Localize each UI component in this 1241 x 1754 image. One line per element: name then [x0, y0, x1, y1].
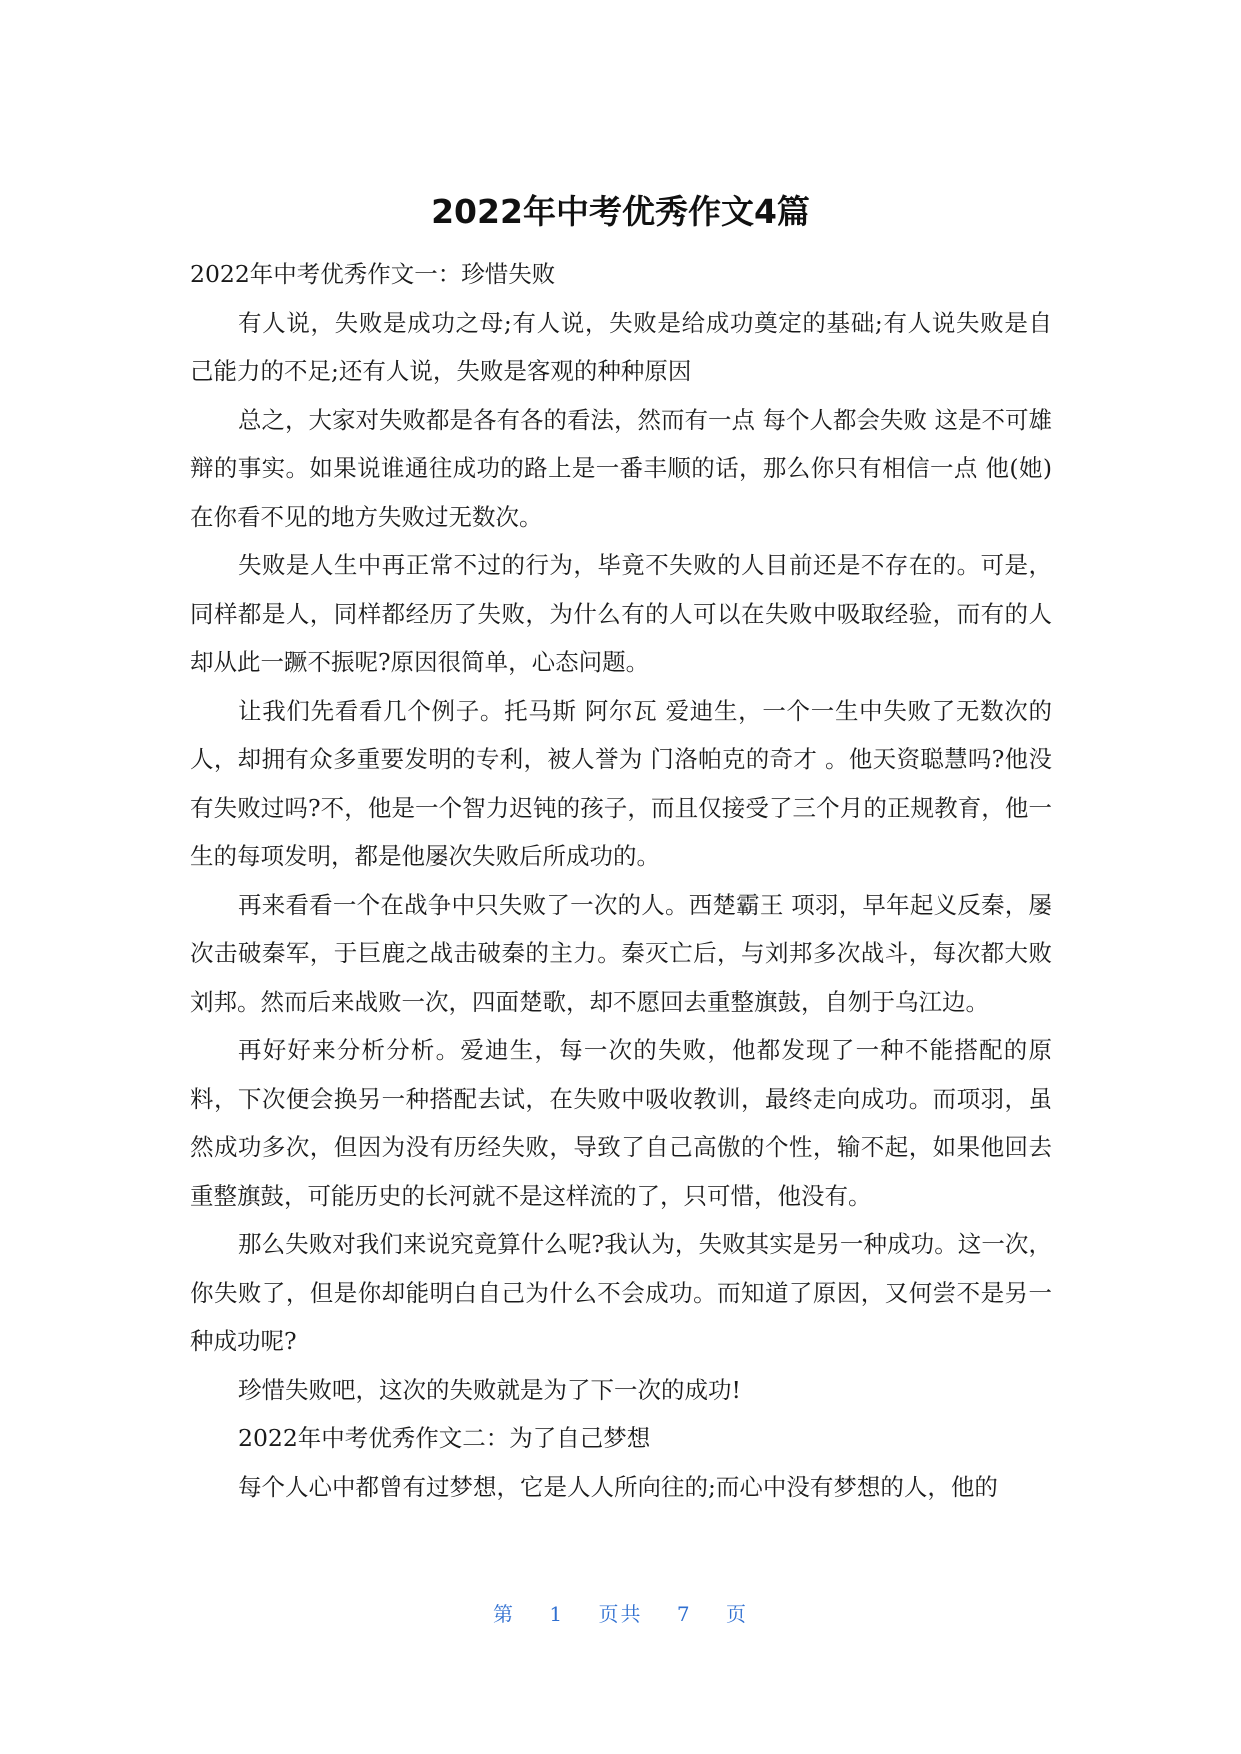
section-heading-1: 2022年中考优秀作文一：珍惜失败 [190, 260, 556, 288]
paragraph: 珍惜失败吧，这次的失败就是为了下一次的成功! [238, 1375, 741, 1404]
page-suffix: 页 [725, 1602, 748, 1626]
paragraph: 失败是人生中再正常不过的行为，毕竟不失败的人目前还是不存在的。可是，同样都是人，同样都经历了失败，为什么有的人可以在失败中吸取经验，而有的人却从此一蹶不振呢?原因很简单，心态问题。 [190, 551, 1052, 676]
section-heading-2: 2022年中考优秀作文二：为了自己梦想 [238, 1424, 651, 1452]
page-footer [0, 1598, 1241, 1627]
total-prefix: 页共 [598, 1602, 643, 1626]
page-word: 第 [493, 1602, 516, 1626]
document-title: 2022年中考优秀作文4篇 [431, 192, 810, 231]
paragraph: 总之，大家对失败都是各有各的看法，然而有一点 每个人都会失败 这是不可雄辩的事实。如果说谁通往成功的路上是一番丰顺的话，那么你只有相信一点 他(她)在你看不见的地方失败过无数次。 [190, 405, 1052, 531]
paragraph: 再好好来分析分析。爱迪生，每一次的失败，他都发现了一种不能搭配的原料，下次便会换另一种搭配去试，在失败中吸收教训，最终走向成功。而项羽，虽然成功多次，但因为没有历经失败，导致了自己高傲的个性，输不起，如果他回去重整旗鼓，可能历史的长河就不是这样流的了，只可惜，他没有。 [190, 1036, 1052, 1210]
page-number: 1 [549, 1602, 565, 1626]
total-pages: 7 [676, 1602, 692, 1626]
paragraph: 有人说，失败是成功之母;有人说，失败是给成功奠定的基础;有人说失败是自己能力的不足;还有人说，失败是客观的种种原因 [190, 308, 1052, 385]
paragraph: 再来看看一个在战争中只失败了一次的人。西楚霸王 项羽，早年起义反秦，屡次击破秦军，于巨鹿之战击破秦的主力。秦灭亡后，与刘邦多次战斗，每次都大败刘邦。然而后来战败一次，四面楚歌，却不愿回去重整旗鼓，自刎于乌江边。 [190, 890, 1052, 1016]
paragraph: 那么失败对我们来说究竟算什么呢?我认为，失败其实是另一种成功。这一次，你失败了，但是你却能明白自己为什么不会成功。而知道了原因，又何尝不是另一种成功呢? [190, 1230, 1052, 1355]
paragraph: 让我们先看看几个例子。托马斯 阿尔瓦 爱迪生，一个一生中失败了无数次的人，却拥有众多重要发明的专利，被人誉为 门洛帕克的奇才 。他天资聪慧吗?他没有失败过吗?不，他是一个智力迟钝的孩子，而且仅接受了三个月的正规教育，他一生的每项发明，都是他屡次失败后所成功的。 [190, 696, 1052, 870]
document-body [190, 250, 1052, 1511]
paragraph: 每个人心中都曾有过梦想，它是人人所向往的;而心中没有梦想的人，他的 [238, 1472, 998, 1501]
